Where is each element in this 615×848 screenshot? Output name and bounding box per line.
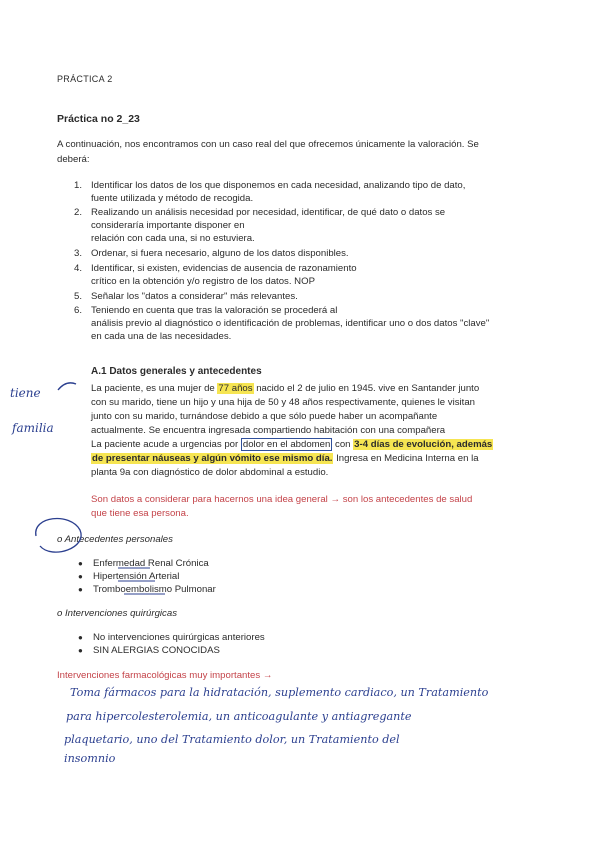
step-number: 3. xyxy=(73,248,82,259)
note-line-1: Son datos a considerar para hacernos una idea general → son los antecedentes de salud xyxy=(91,494,473,505)
case-text: La paciente, es una mujer de xyxy=(91,383,218,394)
step-text: Ordenar, si fuera necesario, alguno de los datos disponibles. xyxy=(91,248,349,259)
step-number: 1. xyxy=(73,180,82,191)
evolution-highlight: 3-4 días de evolución, además xyxy=(354,439,493,450)
bullet-icon: ● xyxy=(78,646,83,655)
handwritten-line-2: para hipercolesterolemia, un anticoagulante y antiagregante xyxy=(66,710,412,723)
list-item: Hipertensión Arterial xyxy=(93,571,180,582)
step-text: en cada una de las necesidades. xyxy=(91,331,232,342)
step-number: 2. xyxy=(73,207,82,218)
step-number: 6. xyxy=(73,305,82,316)
case-text: La paciente acude a urgencias por xyxy=(91,439,241,450)
intervenciones-heading: o Intervenciones quirúrgicas xyxy=(57,608,177,619)
case-text: nacido el 2 de julio en 1945. vive en Santander junto xyxy=(253,383,480,394)
antecedentes-heading: o Antecedentes personales xyxy=(57,534,173,545)
bullet-icon: ● xyxy=(78,572,83,581)
intro-line-1: A continuación, nos encontramos con un caso real del que ofrecemos únicamente la valoración. Se xyxy=(57,139,479,150)
handwritten-line-3: plaquetario, uno del Tratamiento dolor, un Tratamiento del xyxy=(64,733,400,746)
step-text: Identificar los datos de los que disponemos en cada necesidad, analizando tipo de dato, xyxy=(91,180,466,191)
step-text: relación con cada una, si no estuviera. xyxy=(91,233,255,244)
step-text: crítico en la obtención y/o registro de los datos. NOP xyxy=(91,276,315,287)
list-item: Enfermedad Renal Crónica xyxy=(93,558,209,569)
farmaco-heading: Intervenciones farmacológicas muy importantes → xyxy=(57,670,273,681)
symptom-box: dolor en el abdomen xyxy=(242,439,331,450)
step-text: análisis previo al diagnóstico o identificación de problemas, identificar uno o dos datos "clave" xyxy=(91,318,490,329)
intro-line-2: deberá: xyxy=(57,154,90,165)
margin-note-line-1: tiene xyxy=(10,386,41,400)
step-text: fuente utilizada y método de recogida. xyxy=(91,193,254,204)
step-text: consideraría importante disponer en xyxy=(91,220,245,231)
handwritten-line-1: Toma fármacos para la hidratación, suplemento cardiaco, un Tratamiento xyxy=(70,686,489,699)
step-number: 4. xyxy=(73,263,82,274)
section-title: A.1 Datos generales y antecedentes xyxy=(91,366,262,377)
list-item: SIN ALERGIAS CONOCIDAS xyxy=(93,645,220,656)
handwritten-line-4: insomnio xyxy=(64,752,116,765)
page-title: Práctica no 2_23 xyxy=(57,113,140,125)
step-text: Realizando un análisis necesidad por necesidad, identificar, de qué dato o datos se xyxy=(91,207,446,218)
case-text: con xyxy=(332,439,354,450)
step-number: 5. xyxy=(73,291,82,302)
margin-arrow-mark xyxy=(58,383,76,390)
bullet-icon: ● xyxy=(78,585,83,594)
list-item: Tromboembolismo Pulmonar xyxy=(93,584,216,595)
case-line-4: actualmente. Se encuentra ingresada compartiendo habitación con una compañera xyxy=(91,425,446,436)
note-line-2: que tiene esa persona. xyxy=(91,508,189,519)
bullet-icon: ● xyxy=(78,633,83,642)
step-text: Teniendo en cuenta que tras la valoración se procederá al xyxy=(91,305,338,316)
step-text: Señalar los "datos a considerar" más relevantes. xyxy=(91,291,298,302)
page-header: PRÁCTICA 2 xyxy=(57,74,113,84)
bullet-icon: ● xyxy=(78,559,83,568)
case-line-3: junto con su marido, turnándose debido a que sólo puede haber un acompañante xyxy=(91,411,438,422)
case-line-2: con su marido, tiene un hijo y una hija de 50 y 48 años respectivamente, quienes le visitan xyxy=(91,397,475,408)
margin-note-line-2: familia xyxy=(12,421,54,435)
case-line-7: planta 9a con diagnóstico de dolor abdominal a estudio. xyxy=(91,467,329,478)
case-text: Ingresa en Medicina Interna en la xyxy=(333,453,479,464)
list-item: No intervenciones quirúrgicas anteriores xyxy=(93,632,265,643)
step-text: Identificar, si existen, evidencias de ausencia de razonamiento xyxy=(91,263,357,274)
age-highlight: 77 años xyxy=(218,383,253,394)
nausea-highlight: de presentar náuseas y algún vómito ese mismo día. xyxy=(92,453,333,464)
circle-annotation xyxy=(36,519,81,553)
